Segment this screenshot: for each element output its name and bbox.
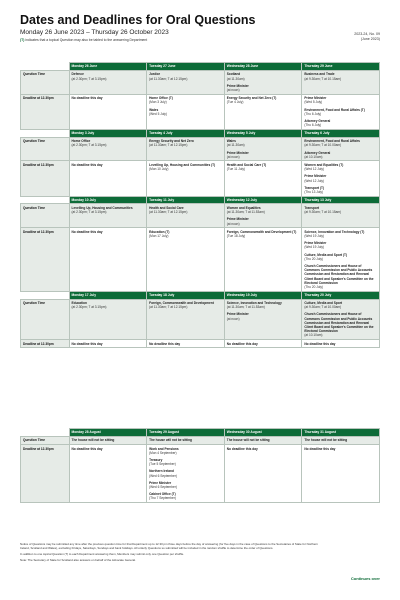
department-entry xyxy=(149,469,222,477)
department-entry xyxy=(227,447,300,451)
department-time: (Tue 5 September) xyxy=(149,462,176,467)
department-name: Health and Social Care xyxy=(149,205,184,210)
department-entry xyxy=(149,72,222,80)
department-name: No deadline this day xyxy=(71,446,103,451)
department-time: (Mon 17 July) xyxy=(149,233,169,238)
department-time: (at 11.30am) xyxy=(226,76,245,81)
question-time-cell xyxy=(224,299,302,340)
department-entry xyxy=(227,342,300,346)
department-entry xyxy=(227,301,300,309)
department-entry xyxy=(304,447,377,451)
department-entry xyxy=(227,72,300,80)
header-blank-cell xyxy=(21,196,70,204)
department-time: (at 11.30am) xyxy=(226,143,245,148)
day-header: Tuesday 4 July xyxy=(147,129,225,137)
department-name: Scotland xyxy=(226,72,241,77)
deadline-cell xyxy=(147,340,225,348)
department-name: Culture, Media and Sport (T) xyxy=(304,252,348,257)
department-name: Health and Social Care (T) xyxy=(226,162,267,167)
deadline-cell xyxy=(302,445,380,503)
page-title: Dates and Deadlines for Oral Questions xyxy=(20,13,256,27)
department-name: Levelling Up, Housing and Communities xyxy=(71,205,133,210)
department-entry xyxy=(304,230,377,238)
department-entry xyxy=(304,186,377,194)
department-entry xyxy=(304,241,377,249)
question-time-row xyxy=(21,137,380,161)
deadline-cell xyxy=(224,161,302,196)
department-name: Wales xyxy=(149,107,159,112)
day-header: Monday 3 July xyxy=(69,129,147,137)
schedule-table xyxy=(20,62,380,348)
department-entry xyxy=(149,301,222,309)
department-name: Justice xyxy=(149,72,161,77)
department-entry xyxy=(227,163,300,171)
department-name: Science, Innovation and Technology (T) xyxy=(304,229,365,234)
department-time: (Thu 6 July) xyxy=(304,111,322,116)
department-name: No deadline this day xyxy=(304,446,336,451)
day-header: Wednesday 5 July xyxy=(224,129,302,137)
department-time: (at 9.30am; T at 10.15am) xyxy=(304,76,342,81)
deadline-cell xyxy=(147,94,225,129)
department-time: (Wed 5 July) xyxy=(304,100,323,105)
day-header: Monday 17 July xyxy=(69,291,147,299)
department-time: (Mon 10 July) xyxy=(149,167,169,172)
footer-notes xyxy=(20,543,320,566)
department-name: Foreign, Commonwealth and Development (T) xyxy=(226,229,297,234)
department-name: The house will not be sitting xyxy=(71,438,115,443)
department-name: Prime Minister xyxy=(304,174,327,179)
day-header-row xyxy=(21,291,380,299)
footer-note-scotland: Note: The Secretary of State for Scotland also answers on behalf of the Advocate General. xyxy=(20,558,136,563)
day-header: Wednesday 28 June xyxy=(224,63,302,71)
department-name: Foreign, Commonwealth and Development xyxy=(149,301,214,305)
department-entry xyxy=(227,151,300,159)
department-time: (Thu 20 July) xyxy=(304,285,323,289)
department-time: (Tue 4 July) xyxy=(226,100,244,105)
department-name: Church Commissioners and House of Commons Commission and Public Accounts Commission and Restoration and Renewal Client Board and Speaker's Committee on the Electoral Commission xyxy=(304,263,374,285)
deadline-label: Deadline at 12.30pm xyxy=(21,94,70,129)
deadline-cell xyxy=(69,340,147,348)
day-header-row xyxy=(21,429,380,437)
department-time: (at 2.30pm; T at 3.15pm) xyxy=(71,76,107,81)
department-name: Treasury xyxy=(149,457,163,462)
deadline-cell xyxy=(147,445,225,503)
topical-note-text: indicates that a topical Question may also be tabled to the answering Department xyxy=(25,38,148,42)
deadline-cell xyxy=(224,94,302,129)
department-entry xyxy=(227,230,300,238)
department-time: (at 11.30am; T at 12.15pm) xyxy=(149,143,188,148)
day-header-row xyxy=(21,63,380,71)
deadline-cell xyxy=(69,161,147,196)
day-header: Monday 10 July xyxy=(69,196,147,204)
department-time: (at 9.30am; T at 10.15am) xyxy=(304,210,342,215)
department-name: Energy Security and Net Zero (T) xyxy=(226,96,277,101)
question-time-cell xyxy=(147,436,225,444)
department-name: Prime Minister xyxy=(149,480,172,485)
department-name: Prime Minister xyxy=(226,312,249,317)
department-name: Education xyxy=(71,301,87,305)
question-time-cell xyxy=(302,70,380,94)
question-time-cell xyxy=(224,204,302,228)
day-header: Thursday 29 June xyxy=(302,63,380,71)
department-entry xyxy=(149,96,222,104)
deadline-row xyxy=(21,228,380,291)
department-name: Wales xyxy=(226,139,236,144)
department-name: No deadline this day xyxy=(71,162,103,167)
question-time-cell xyxy=(69,299,147,340)
day-header-row xyxy=(21,196,380,204)
day-header: Thursday 13 July xyxy=(302,196,380,204)
header xyxy=(20,13,380,42)
deadline-cell xyxy=(69,228,147,291)
department-entry xyxy=(227,139,300,147)
footer-note-deadlines: Notice of Questions may be submitted any time after the previous question time for that Department up to 12.30 pm three days before the day of answering (for five days in the case of Questions to the Secretaries of State for Northern Ireland, Scotland and Wales), excluding Fridays, Saturdays, Sundays and bank holidays. All orderly Questions so submitted will be included in the random shuffle to determine the order of Questions. xyxy=(20,542,318,550)
question-time-cell xyxy=(224,436,302,444)
department-name: Prime Minister xyxy=(226,150,249,155)
department-entry xyxy=(149,230,222,238)
department-name: Women and Equalities (T) xyxy=(304,162,344,167)
question-time-cell xyxy=(224,137,302,161)
department-time: (at noon) xyxy=(226,221,240,226)
department-entry xyxy=(149,108,222,116)
department-time: (Thu 7 September) xyxy=(149,496,176,501)
question-time-label: Question Time xyxy=(21,436,70,444)
deadline-label: Deadline at 12.30pm xyxy=(21,228,70,291)
department-name: Energy Security and Net Zero xyxy=(149,139,194,144)
department-entry xyxy=(304,151,377,159)
header-blank-cell xyxy=(21,63,70,71)
department-entry xyxy=(227,206,300,214)
department-entry xyxy=(304,163,377,171)
day-header: Thursday 20 July xyxy=(302,291,380,299)
department-name: Culture, Media and Sport xyxy=(304,301,343,305)
header-blank-cell xyxy=(21,129,70,137)
department-time: (Wed 12 July) xyxy=(304,167,324,172)
department-time: (Mon 3 July) xyxy=(149,100,167,105)
department-name: Work and Pensions xyxy=(149,446,179,451)
deadline-cell xyxy=(302,161,380,196)
department-name: Prime Minister xyxy=(304,241,327,246)
reference-number: 2023-24, No. 09 xyxy=(354,32,380,36)
department-entry xyxy=(72,230,145,234)
question-time-cell xyxy=(147,299,225,340)
department-name: The house will not be sitting xyxy=(149,438,192,443)
department-name: Education (T) xyxy=(149,229,170,234)
department-entry xyxy=(304,301,377,309)
deadline-row xyxy=(21,340,380,348)
department-entry xyxy=(149,206,222,214)
department-time: (Thu 13 July) xyxy=(304,189,323,194)
department-entry xyxy=(227,217,300,225)
department-time: (at 10.10am) xyxy=(304,333,323,338)
department-name: Environment, Food and Rural Affairs xyxy=(304,139,360,144)
department-entry xyxy=(72,447,145,451)
deadline-row xyxy=(21,445,380,503)
day-header: Wednesday 19 July xyxy=(224,291,302,299)
department-name: Attorney General xyxy=(304,118,331,123)
department-time: (at noon) xyxy=(226,316,240,321)
department-name: No deadline this day xyxy=(149,341,181,346)
deadline-cell xyxy=(69,94,147,129)
question-time-cell xyxy=(147,137,225,161)
deadline-cell xyxy=(302,94,380,129)
deadline-cell xyxy=(224,445,302,503)
department-time: (at 11.30am; T at 11.53am) xyxy=(226,210,265,215)
day-header: Wednesday 12 July xyxy=(224,196,302,204)
question-time-cell xyxy=(69,436,147,444)
reference-block xyxy=(354,32,380,42)
department-time: (at 9.30am; T at 10.00am) xyxy=(304,305,342,310)
department-name: Home Office xyxy=(71,139,91,144)
deadline-cell xyxy=(147,228,225,291)
department-time: (at 11.30am; T at 12.15pm) xyxy=(149,76,188,81)
department-time: (Thu 6 July) xyxy=(304,123,322,128)
day-header: Thursday 31 August xyxy=(302,429,380,437)
department-name: No deadline this day xyxy=(226,341,258,346)
topical-marker: (T) xyxy=(20,38,25,42)
day-header: Monday 28 August xyxy=(69,429,147,437)
department-entry xyxy=(149,342,222,346)
department-name: No deadline this day xyxy=(71,96,103,101)
department-name: The house will not be sitting xyxy=(226,438,270,443)
question-time-cell xyxy=(224,70,302,94)
department-entry xyxy=(72,163,145,167)
question-time-cell xyxy=(302,204,380,228)
department-entry xyxy=(72,72,145,80)
department-name: Prime Minister xyxy=(226,217,249,222)
department-name: The house will not be sitting xyxy=(304,438,348,443)
department-time: (Wed 6 September) xyxy=(149,473,177,478)
department-entry xyxy=(304,438,377,442)
department-time: (Mon 4 September) xyxy=(149,450,177,455)
department-entry xyxy=(304,253,377,261)
deadline-cell xyxy=(302,340,380,348)
footer-note-topical: In addition to one topical Question (T) to each Department answering them, Members may submit only one Question per shuffle. xyxy=(20,552,184,557)
day-header: Thursday 6 July xyxy=(302,129,380,137)
day-header: Tuesday 29 August xyxy=(147,429,225,437)
continues-over: Continues over xyxy=(350,576,380,581)
department-name: Northern Ireland xyxy=(149,469,174,474)
department-entry xyxy=(149,163,222,171)
department-time: (at noon) xyxy=(226,154,240,159)
department-entry xyxy=(149,438,222,442)
question-time-cell xyxy=(147,70,225,94)
department-entry xyxy=(227,438,300,442)
department-time: (at 10.10am) xyxy=(304,154,323,159)
department-time: (at 9.30am; T at 10.00am) xyxy=(304,143,342,148)
department-name: Prime Minister xyxy=(304,96,327,101)
department-time: (at 11.30am; T at 11.53am) xyxy=(226,305,265,310)
question-time-cell xyxy=(302,436,380,444)
department-entry xyxy=(149,481,222,489)
department-name: Science, Innovation and Technology xyxy=(226,301,282,305)
department-time: (Tue 11 July) xyxy=(226,167,245,172)
department-entry xyxy=(304,96,377,104)
day-header: Wednesday 30 August xyxy=(224,429,302,437)
deadline-cell xyxy=(224,340,302,348)
department-time: (at noon) xyxy=(226,87,240,92)
department-name: Cabinet Office (T) xyxy=(149,492,176,497)
department-time: (at 11.30am; T at 12.15pm) xyxy=(149,210,188,215)
department-name: Transport xyxy=(304,205,320,210)
department-entry xyxy=(227,84,300,92)
question-time-cell xyxy=(147,204,225,228)
department-entry xyxy=(149,492,222,500)
department-time: (at 2.30pm; T at 3.15pm) xyxy=(71,210,107,215)
question-time-row xyxy=(21,70,380,94)
department-entry xyxy=(149,458,222,466)
department-time: (Wed 19 July) xyxy=(304,233,324,238)
department-entry xyxy=(304,312,377,337)
department-time: (at 2.30pm; T at 3.15pm) xyxy=(71,305,107,310)
deadline-row xyxy=(21,94,380,129)
department-name: Home Office (T) xyxy=(149,96,173,101)
question-time-label: Question Time xyxy=(21,137,70,161)
deadline-cell xyxy=(69,445,147,503)
department-time: (Wed 19 July) xyxy=(304,245,324,250)
department-name: Prime Minister xyxy=(226,83,249,88)
department-time: (at 11.30am; T at 12.15pm) xyxy=(149,305,188,310)
department-entry xyxy=(304,108,377,116)
department-time: (Thu 20 July) xyxy=(304,256,323,261)
department-name: No deadline this day xyxy=(304,341,336,346)
day-header: Tuesday 11 July xyxy=(147,196,225,204)
topical-note xyxy=(20,38,380,42)
department-entry xyxy=(72,438,145,442)
department-time: (Wed 6 September) xyxy=(149,484,177,489)
question-time-row xyxy=(21,204,380,228)
question-time-cell xyxy=(69,70,147,94)
department-entry xyxy=(72,301,145,309)
question-time-row xyxy=(21,299,380,340)
department-name: No deadline this day xyxy=(71,341,103,346)
department-name: Business and Trade xyxy=(304,72,335,77)
department-name: Environment, Food and Rural Affairs (T) xyxy=(304,107,365,112)
department-entry xyxy=(72,342,145,346)
department-name: Women and Equalities xyxy=(226,205,261,210)
department-entry xyxy=(227,312,300,320)
day-header: Tuesday 18 July xyxy=(147,291,225,299)
question-time-cell xyxy=(302,299,380,340)
header-blank-cell xyxy=(21,429,70,437)
department-entry xyxy=(304,206,377,214)
schedule-table-august xyxy=(20,428,380,503)
department-entry xyxy=(72,139,145,147)
department-entry xyxy=(304,174,377,182)
department-entry xyxy=(72,96,145,100)
department-entry xyxy=(304,119,377,127)
department-time: (Wed 5 July) xyxy=(149,111,167,116)
department-entry xyxy=(149,139,222,147)
department-name: Attorney General xyxy=(304,150,331,155)
department-name: Levelling Up, Housing and Communities (T) xyxy=(149,162,216,167)
day-header-row xyxy=(21,129,380,137)
department-time: (Wed 12 July) xyxy=(304,178,324,183)
department-entry xyxy=(304,139,377,147)
department-entry xyxy=(149,447,222,455)
question-time-cell xyxy=(69,137,147,161)
department-name: Transport (T) xyxy=(304,185,325,190)
question-time-label: Question Time xyxy=(21,299,70,340)
question-time-label: Question Time xyxy=(21,204,70,228)
deadline-cell xyxy=(147,161,225,196)
header-blank-cell xyxy=(21,291,70,299)
department-time: (Tue 18 July) xyxy=(226,233,246,238)
department-name: No deadline this day xyxy=(71,229,103,234)
department-time: (at 2.30pm; T at 3.15pm) xyxy=(71,143,107,148)
department-name: Church Commissioners and House of Commons Commission and Public Accounts Commission and Restoration and Renewal Client Board and Speaker's Committee on the Electoral Commission xyxy=(304,312,374,334)
deadline-label: Deadline at 12.30pm xyxy=(21,445,70,503)
day-header: Monday 26 June xyxy=(69,63,147,71)
question-time-label: Question Time xyxy=(21,70,70,94)
deadline-label: Deadline at 12.30pm xyxy=(21,161,70,196)
question-time-cell xyxy=(302,137,380,161)
department-entry xyxy=(304,72,377,80)
department-entry xyxy=(304,264,377,289)
reference-date: (June 2023) xyxy=(360,37,380,41)
department-entry xyxy=(304,342,377,346)
department-entry xyxy=(72,206,145,214)
question-time-row xyxy=(21,436,380,444)
department-entry xyxy=(227,96,300,104)
deadline-row xyxy=(21,161,380,196)
day-header: Tuesday 27 June xyxy=(147,63,225,71)
deadline-label: Deadline at 12.30pm xyxy=(21,340,70,348)
department-name: Defence xyxy=(71,72,84,77)
department-name: No deadline this day xyxy=(226,446,258,451)
question-time-cell xyxy=(69,204,147,228)
deadline-cell xyxy=(224,228,302,291)
deadline-cell xyxy=(302,228,380,291)
date-range: Monday 26 June 2023 – Thursday 26 October 2023 xyxy=(20,29,169,36)
